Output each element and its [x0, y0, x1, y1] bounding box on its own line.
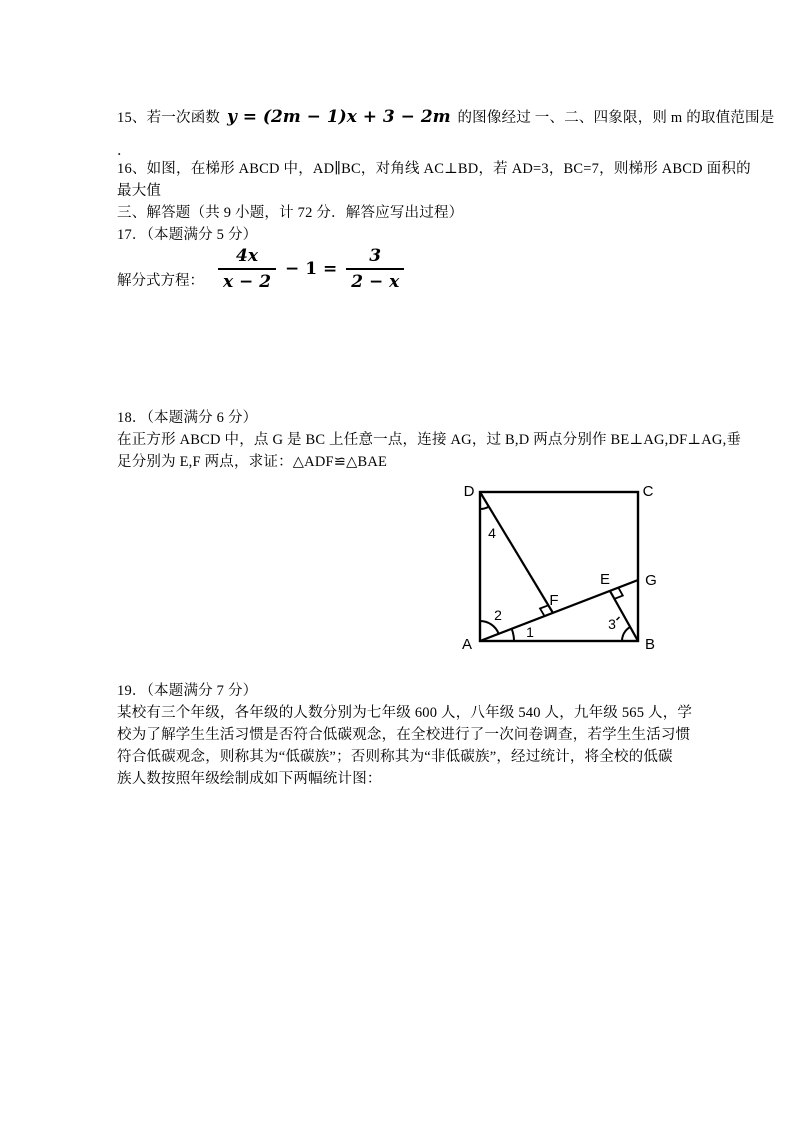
vertex-label-G: G	[645, 572, 657, 589]
problem-17-title-text: 17．（本题满分 5 分）	[117, 227, 258, 243]
section-3-heading-text: 三、解答题（共 9 小题，计 72 分．解答应写出过程）	[117, 205, 464, 221]
vertex-label-D: D	[463, 483, 475, 500]
problem-17-equation-label: 解分式方程：	[117, 273, 204, 289]
angle-arc-B	[622, 627, 630, 641]
angle-arc-A-outer	[512, 629, 514, 641]
problem-16-text2: 最大值	[117, 183, 162, 199]
segment-DF	[480, 492, 553, 613]
fraction-left-denominator: x − 2	[218, 268, 276, 292]
problem-19-line1	[117, 702, 693, 724]
problem-19-line2	[117, 724, 691, 746]
problem-19-text4: 族人数按照年级绘制成如下两幅统计图：	[117, 771, 382, 787]
problem-18-text2: 足分别为 E,F 两点，求证：△ADF≌△BAE	[117, 454, 388, 470]
angle-label-3: 3	[608, 616, 616, 632]
geometry-figure-svg	[453, 474, 673, 659]
equation-operator: − 1 =	[285, 259, 338, 279]
angle-3-tick	[617, 617, 620, 620]
problem-19-text1: 某校有三个年级，各年级的人数分别为七年级 600 人，八年级 540 人，九年级 565 人，学	[117, 705, 693, 721]
section-3-heading	[117, 202, 683, 224]
problem-16-line2	[117, 180, 683, 202]
angle-label-2: 2	[494, 607, 502, 623]
vertex-label-A: A	[461, 636, 473, 653]
vertex-label-C: C	[642, 483, 654, 500]
problem-18-text1: 在正方形 ABCD 中，点 G 是 BC 上任意一点，连接 AG，过 B,D 两点分别作 BE⊥AG,DF⊥AG,垂	[117, 432, 742, 448]
problem-19-text3: 符合低碳观念，则称其为“低碳族”；否则称其为“非低碳族”，经过统计，将全校的低碳	[117, 749, 673, 765]
problem-15-prefix: 15、若一次函数	[117, 110, 221, 126]
problem-15-line	[117, 106, 775, 129]
problem-16-text1: 16、如图，在梯形 ABCD 中，AD∥BC，对角线 AC⊥BD，若 AD=3，BC=7，则梯形 ABCD 面积的	[117, 161, 751, 177]
fraction-left-numerator: 4x	[236, 246, 258, 266]
problem-19-line4	[117, 768, 683, 790]
angle-label-4: 4	[488, 525, 496, 541]
problem-18-title	[117, 407, 683, 429]
problem-15-trailing-period: ．	[117, 143, 132, 159]
fraction-right	[346, 246, 404, 292]
angle-arc-D	[480, 507, 489, 509]
geometry-figure	[453, 474, 673, 659]
problem-17-equation	[117, 246, 404, 292]
problem-18-line2	[117, 451, 683, 473]
problem-19-text2: 校为了解学生生活习惯是否符合低碳观念，在全校进行了一次问卷调查，若学生生活习惯	[117, 727, 691, 743]
problem-16-line1	[117, 158, 751, 180]
problem-15-formula: y = (2m − 1)x + 3 − 2m	[226, 107, 451, 127]
problem-19-title	[117, 680, 683, 702]
problem-19-line3	[117, 746, 683, 768]
vertex-label-F: F	[549, 592, 559, 609]
fraction-right-denominator: 2 − x	[346, 268, 404, 292]
vertex-label-E: E	[599, 571, 611, 588]
problem-17-title	[117, 224, 683, 246]
angle-label-1: 1	[526, 624, 534, 640]
problem-18-title-text: 18．（本题满分 6 分）	[117, 410, 258, 426]
vertex-label-B: B	[644, 636, 656, 653]
fraction-right-numerator: 3	[369, 246, 382, 266]
problem-18-line1	[117, 429, 742, 451]
fraction-left	[218, 246, 276, 292]
problem-15-suffix: 的图像经过 一、二、四象限，则 m 的取值范围是	[457, 110, 775, 126]
problem-19-title-text: 19．（本题满分 7 分）	[117, 683, 258, 699]
